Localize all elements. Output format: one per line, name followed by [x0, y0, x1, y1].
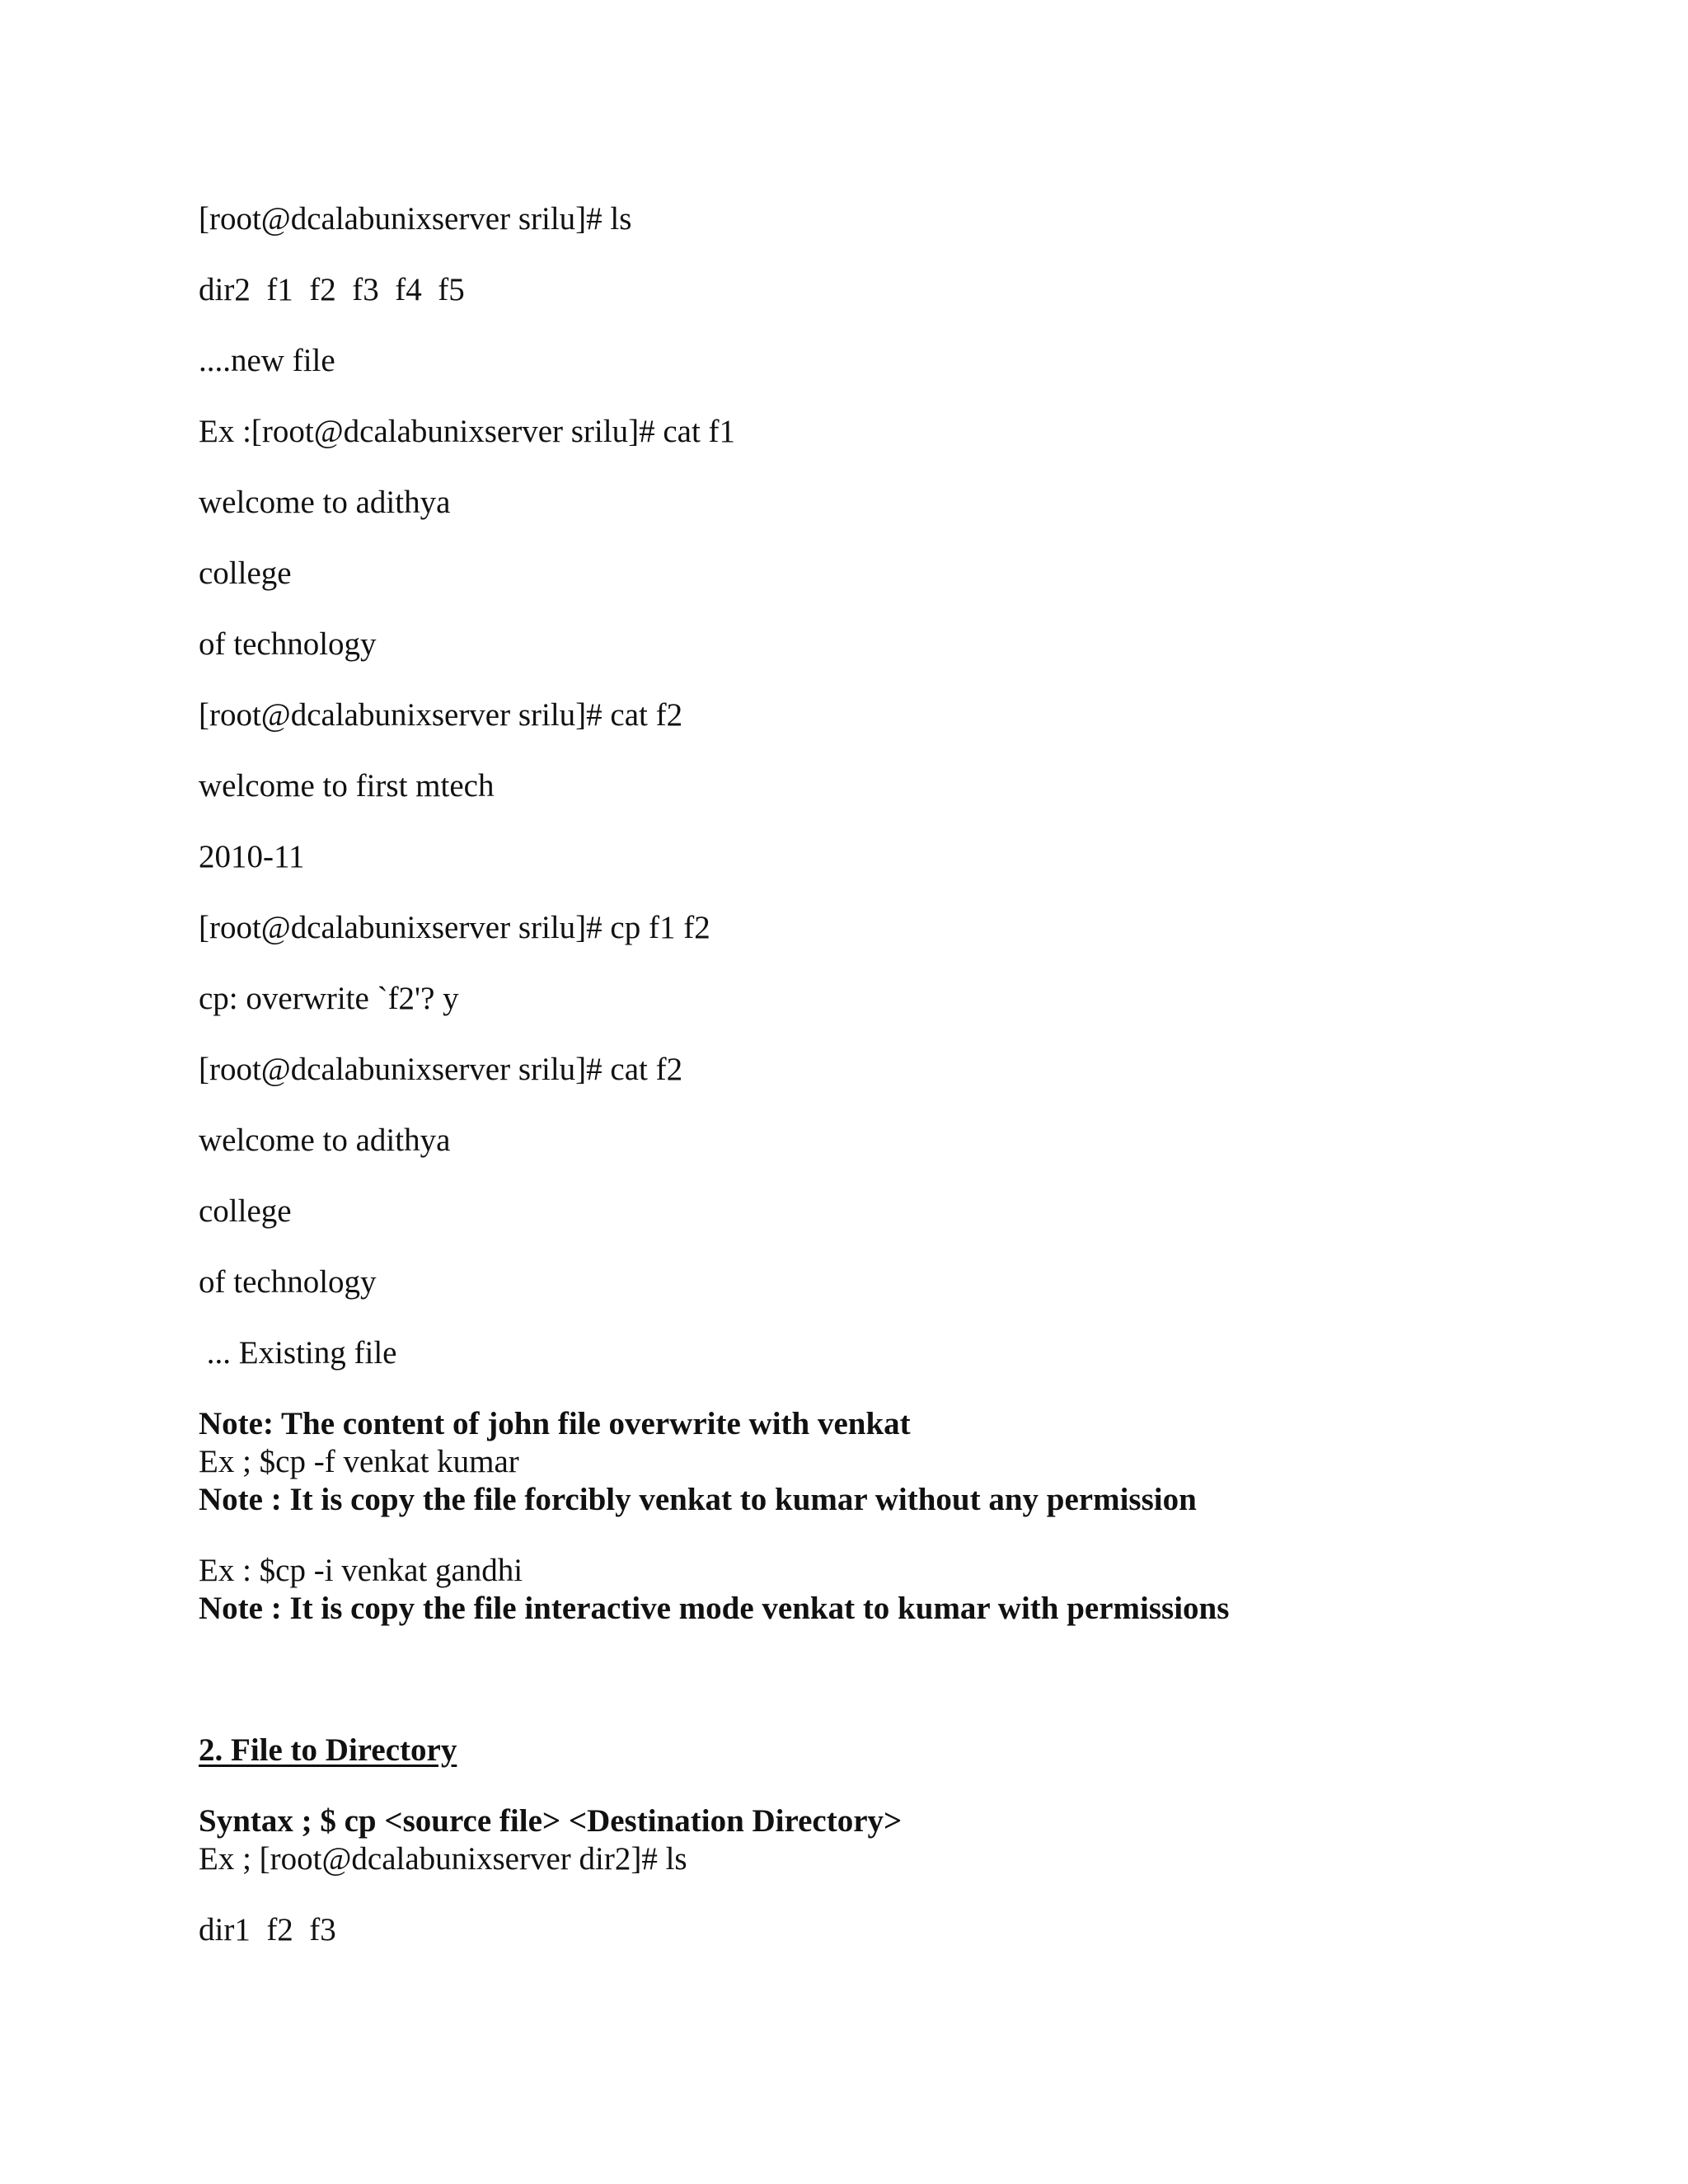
f2-content-line: of technology — [199, 1264, 377, 1300]
f2-content-line: welcome to first mtech — [199, 768, 495, 804]
example-cp-force: Ex ; $cp -f venkat kumar — [199, 1444, 519, 1479]
f2-content-line: 2010-11 — [199, 839, 305, 874]
f2-content-line: welcome to adithya — [199, 1122, 451, 1158]
section-heading-file-to-directory: 2. File to Directory — [199, 1732, 457, 1768]
existing-file-note: ... Existing file — [199, 1335, 397, 1371]
terminal-line-ls: [root@dcalabunixserver srilu]# ls — [199, 201, 632, 237]
f1-content-line: welcome to adithya — [199, 485, 451, 520]
ls-dir2-output: dir1 f2 f3 — [199, 1912, 336, 1947]
ls-output: dir2 f1 f2 f3 f4 f5 — [199, 272, 465, 307]
example-cp-interactive: Ex : $cp -i venkat gandhi — [199, 1553, 523, 1588]
f1-content-line: of technology — [199, 626, 377, 662]
example-cat-f1: Ex :[root@dcalabunixserver srilu]# cat f1 — [199, 414, 736, 449]
note-overwrite: Note: The content of john file overwrite with venkat — [199, 1406, 911, 1441]
example-ls-dir2: Ex ; [root@dcalabunixserver dir2]# ls — [199, 1841, 687, 1877]
cp-overwrite-prompt: cp: overwrite `f2'? y — [199, 981, 459, 1016]
syntax-line: Syntax ; $ cp <source file> <Destination Directory> — [199, 1803, 903, 1839]
note-force-copy: Note : It is copy the file forcibly venkat to kumar without any permission — [199, 1482, 1197, 1517]
terminal-line-cat-f2: [root@dcalabunixserver srilu]# cat f2 — [199, 697, 683, 733]
terminal-line-cat-f2: [root@dcalabunixserver srilu]# cat f2 — [199, 1052, 683, 1087]
note-interactive-copy: Note : It is copy the file interactive mode venkat to kumar with permissions — [199, 1591, 1230, 1626]
f2-content-line: college — [199, 1193, 292, 1229]
terminal-line-cp: [root@dcalabunixserver srilu]# cp f1 f2 — [199, 910, 710, 945]
new-file-note: ....new file — [199, 343, 335, 378]
f1-content-line: college — [199, 555, 292, 591]
